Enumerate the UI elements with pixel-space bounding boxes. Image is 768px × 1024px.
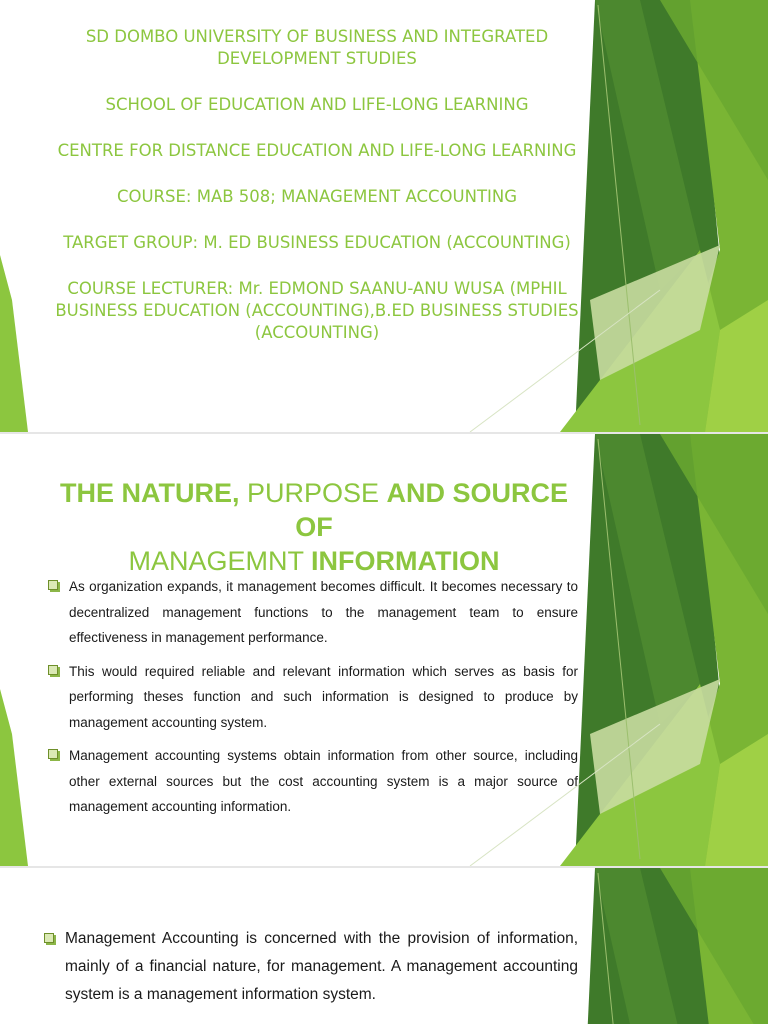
bullet-text: As organization expands, it management becomes difficult. It becomes necessary to decentralized management functions to the management team to ensure effectiveness in management performance. [69, 579, 578, 645]
heading-part-purpose: PURPOSE [246, 478, 387, 508]
bullet-text: Management Accounting is concerned with the provision of information, mainly of a financial nature, for management. A management accounting system is a management information system. [65, 930, 578, 1003]
target-group: TARGET GROUP: M. ED BUSINESS EDUCATION (ACCOUNTING) [63, 233, 571, 252]
heading-part-nature: THE NATURE, [59, 478, 247, 508]
centre-name: CENTRE FOR DISTANCE EDUCATION AND LIFE-LONG LEARNING [57, 141, 577, 160]
square-bullet-icon [48, 665, 58, 675]
list-item [46, 574, 578, 651]
school-name: SCHOOL OF EDUCATION AND LIFE-LONG LEARNING [105, 95, 529, 114]
slide-nature-purpose [0, 434, 768, 866]
bullet-text: This would required reliable and relevant information which serves as basis for performing theses function and such information is designed to produce by management accounting system. [69, 663, 578, 730]
slide-management-accounting [0, 868, 768, 1024]
square-bullet-icon [48, 749, 58, 759]
slide-heading [40, 476, 588, 578]
list-item [46, 659, 578, 736]
square-bullet-icon [44, 933, 54, 943]
list-item [42, 925, 578, 1009]
bullet-list [42, 925, 578, 1009]
bullet-list [46, 574, 578, 828]
square-bullet-icon [48, 580, 58, 590]
slide-title [0, 0, 768, 432]
course-lecturer: COURSE LECTURER: Mr. EDMOND SAANU-ANU WUSA (MPHIL BUSINESS EDUCATION (ACCOUNTING),B.ED BUSINESS STUDIES (ACCOUNTING) [55, 279, 579, 342]
heading-part-management: MANAGEMNT [128, 546, 312, 576]
heading-part-information: INFORMATION [311, 546, 500, 576]
institution-title-block [30, 26, 604, 368]
university-name: SD DOMBO UNIVERSITY OF BUSINESS AND INTEGRATED DEVELOPMENT STUDIES [85, 27, 549, 68]
course-name: COURSE: MAB 508; MANAGEMENT ACCOUNTING [116, 187, 518, 206]
heading-part-source: AND SOURCE OF [295, 478, 569, 542]
list-item [46, 743, 578, 820]
bullet-text: Management accounting systems obtain information from other source, including other external sources but the cost accounting system is a major source of management accounting information. [69, 748, 578, 814]
